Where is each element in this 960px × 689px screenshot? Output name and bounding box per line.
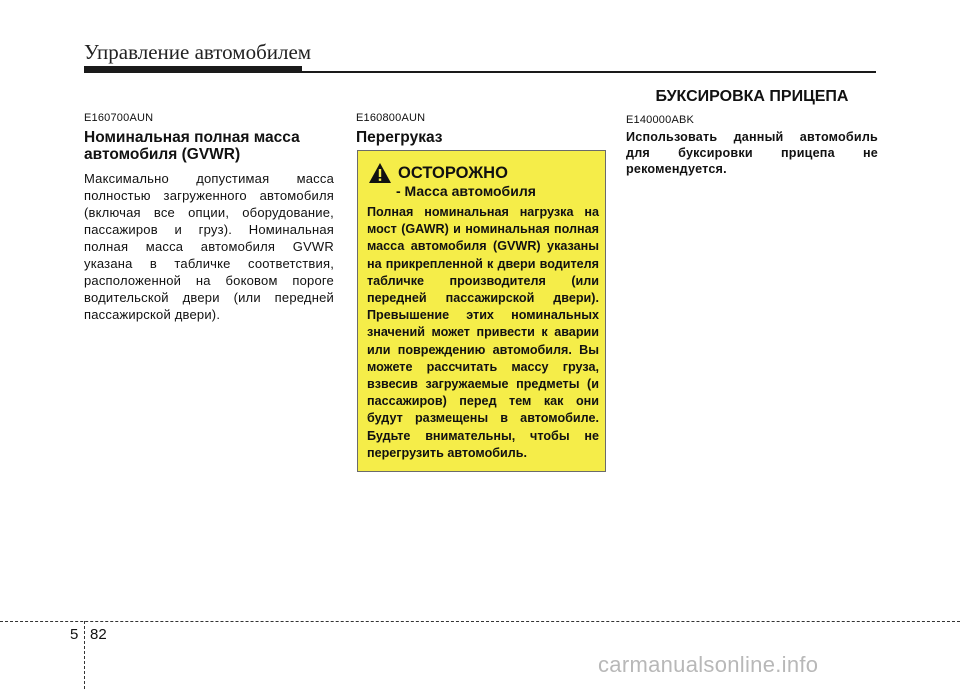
gvwr-code: E160700AUN <box>84 112 154 124</box>
warning-box <box>357 150 606 472</box>
warning-header <box>368 161 508 185</box>
towing-text: Использовать данный автомобиль для буксировки прицепа не рекомендуется. <box>626 130 878 176</box>
towing-code: E140000ABK <box>626 114 695 126</box>
towing-section <box>626 84 878 177</box>
footer-vertical-rule <box>84 621 85 689</box>
overload-heading: Перегруказ <box>356 129 443 146</box>
watermark: carmanualsonline.info <box>598 652 819 677</box>
warning-subtitle: - Масса автомобиля <box>396 183 536 199</box>
footer-rule <box>0 621 960 622</box>
warning-triangle-icon <box>368 162 392 184</box>
warning-text: Полная номинальная нагрузка на мост (GAWR) и номинальная полная масса автомобиля (GVWR) указаны на прикрепленной к двери водителя табличке производителя (или передней пассажирской двери). Превышение этих номинальных значений может привести к аварии или повреждению автомобиля. Вы можете рассчитать массу груза, взвесив загружаемые предметы (и пассажиров) перед тем как они будут размещены в автомобиле. Будьте внимательны, чтобы не перегрузить автомобиль. <box>367 205 599 460</box>
gvwr-text: Максимально допустимая масса полностью загруженного автомобиля (включая все опции, оборудование, пассажиров и груз). Номинальная полная масса автомобиля GVWR указана в табличке соответствия, расположенной на боковом пороге водительской двери (или передней пассажирской двери). <box>84 171 334 322</box>
page-header-title: Управление автомобилем <box>84 40 312 64</box>
gvwr-heading: Номинальная полная масса автомобиля (GVWR) <box>84 129 300 163</box>
gvwr-section <box>84 112 334 323</box>
towing-heading: БУКСИРОВКА ПРИЦЕПА <box>626 84 878 110</box>
page-number: 82 <box>90 626 107 643</box>
section-number: 5 <box>70 626 79 643</box>
warning-title: ОСТОРОЖНО <box>398 163 508 182</box>
overload-code: E160800AUN <box>356 112 426 124</box>
header-rule <box>84 71 876 73</box>
overload-section <box>356 112 608 146</box>
